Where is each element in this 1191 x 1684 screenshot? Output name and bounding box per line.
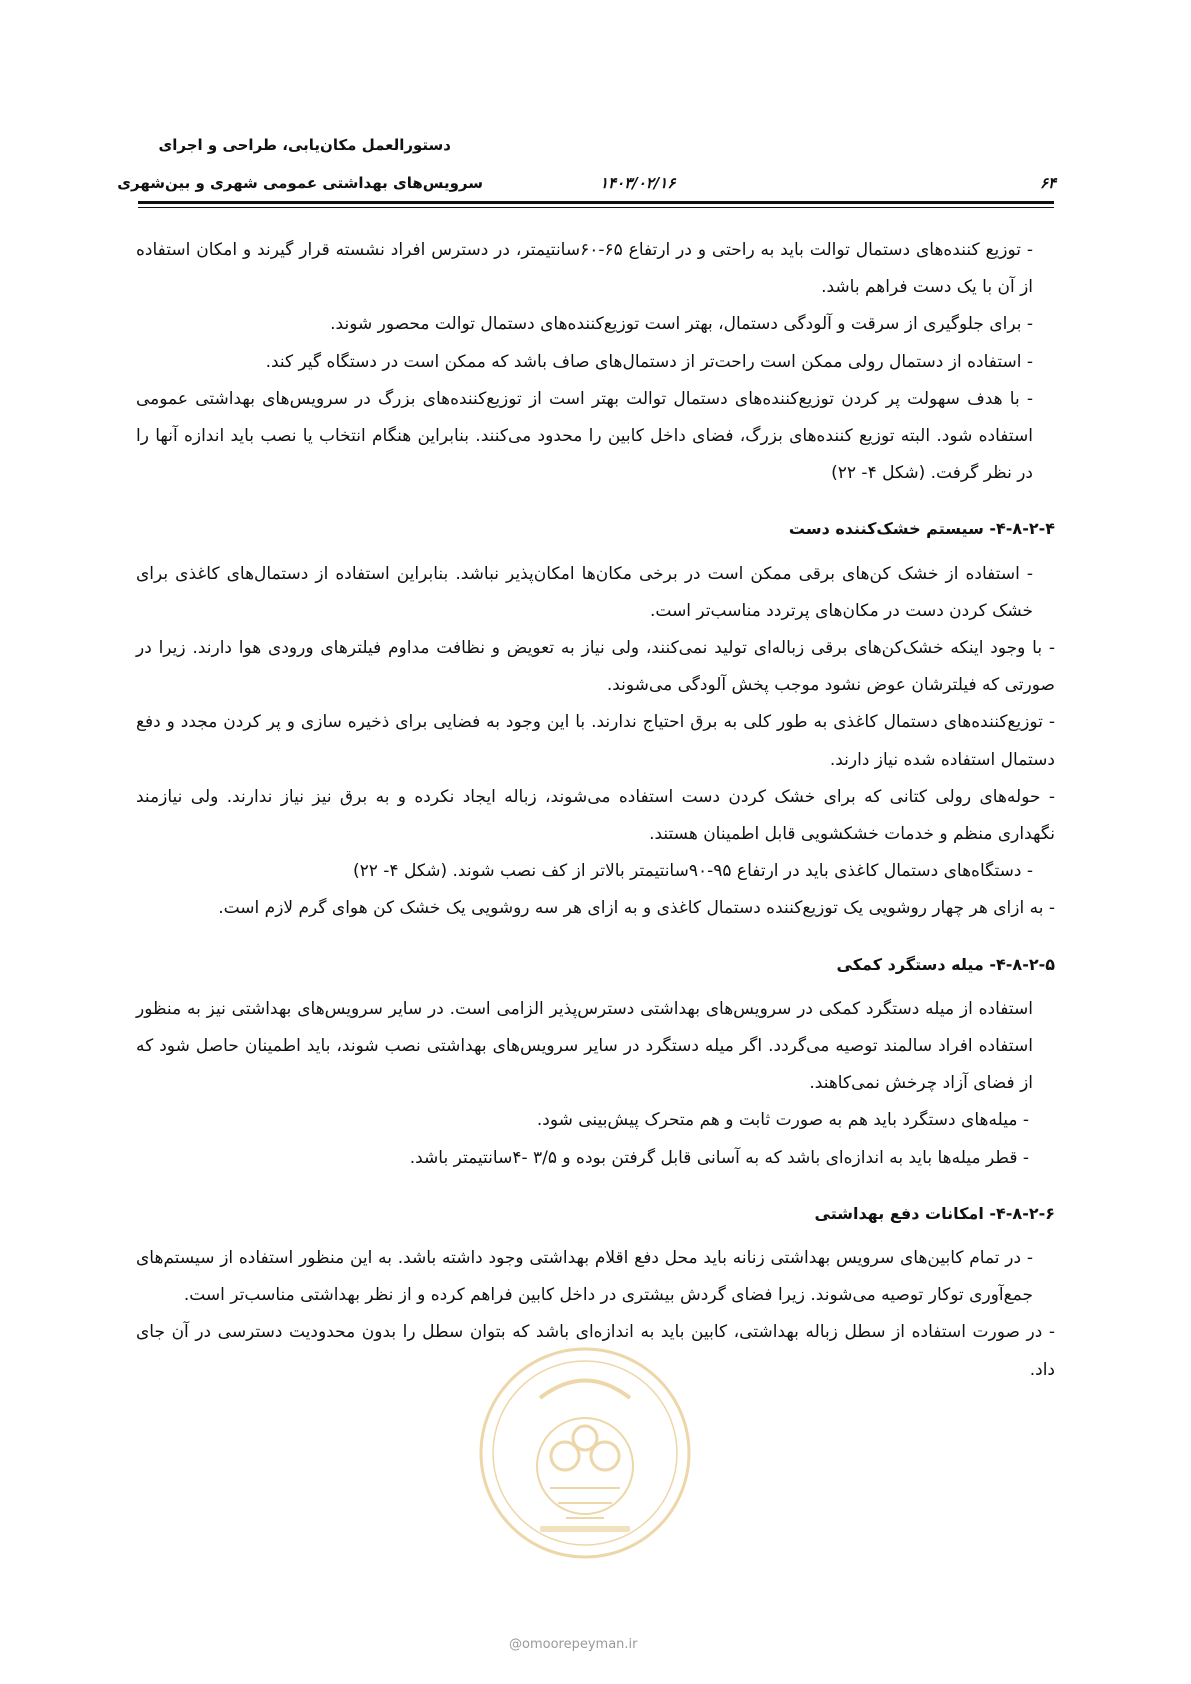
section-heading: ۴-۸-۲-۴- سیستم خشک‌کننده دست <box>788 519 1055 539</box>
paragraph: - استفاده از دستمال رولی ممکن است راحت‌تر از دستمال‌های صاف باشد که ممکن است در دستگاه گیر کند. <box>265 351 1033 372</box>
paragraph: - قطر میله‌ها باید به اندازه‌ای باشد که به آسانی قابل گرفتن بوده و ۳/۵ -۴سانتیمتر باشد. <box>409 1147 1029 1168</box>
body-content <box>136 232 1055 1389</box>
header-title-line1: دستورالعمل مکان‌یابی، طراحی و اجرای <box>158 136 451 154</box>
paragraph: - حوله‌های رولی کتانی که برای خشک کردن دست استفاده می‌شوند، زباله ایجاد نکرده و به برق نیز نیاز ندارند. ولی نیازمند نگهداری منظم و خدمات خشکشویی قابل اطمینان هستند. <box>136 786 1055 845</box>
paragraph: استفاده از میله دستگرد کمکی در سرویس‌های بهداشتی دسترس‌پذیر الزامی است. در سایر سرویس‌های بهداشتی نیز به منظور استفاده افراد سالمند توصیه می‌گردد. اگر میله دستگرد در سایر سرویس‌های بهداشتی نصب شوند، باید اطمینان حاصل شود که از فضای آزاد چرخش نمی‌کاهند. <box>136 998 1033 1094</box>
section-heading: ۴-۸-۲-۶- امکانات دفع بهداشتی <box>814 1203 1055 1223</box>
paragraph: - با وجود اینکه خشک‌کن‌های برقی زباله‌ای تولید نمی‌کنند، ولی نیاز به تعویض و نظافت مداوم فیلترهای ورودی هوا دارند. زیرا در صورتی که فیلترشان عوض نشود موجب پخش آلودگی می‌شوند. <box>136 638 1055 696</box>
watermark-site: @omoorepeyman.ir <box>509 1637 638 1652</box>
paragraph: - در صورت استفاده از سطل زباله بهداشتی، کابین باید به اندازه‌ای باشد که بتوان سطل را بدون محدودیت دسترسی در آن جای داد. <box>136 1322 1055 1380</box>
header-rule-thin <box>138 207 1054 208</box>
section-heading: ۴-۸-۲-۵- میله دستگرد کمکی <box>836 954 1055 974</box>
paragraph: - استفاده از خشک کن‌های برقی ممکن است در برخی مکان‌ها امکان‌پذیر نباشد. بنابراین استفاده از دستمال‌های کاغذی برای خشک کردن دست در مکان‌های پرتردد مناسب‌تر است. <box>136 563 1033 621</box>
header-title-line2: سرویس‌های بهداشتی عمومی شهری و بین‌شهری <box>117 174 483 192</box>
paragraph: - توزیع‌کننده‌های دستمال کاغذی به طور کلی به برق احتیاج ندارند. با این وجود به فضایی برای ذخیره سازی و پر کردن مجدد و دفع دستمال استفاده شده نیاز دارند. <box>136 712 1055 770</box>
header-rule-thick <box>138 201 1054 204</box>
paragraph: - با هدف سهولت پر کردن توزیع‌کننده‌های دستمال توالت بهتر است از توزیع‌کننده‌های بزرگ در سرویس‌های بهداشتی عمومی استفاده شود. البته توزیع کننده‌های بزرگ، فضای داخل کابین را محدود می‌کنند. بنابراین هنگام انتخاب یا نصب باید اندازه آنها را در نظر گرفت. (شکل ۴- ۲۲) <box>136 388 1033 484</box>
paragraph: - دستگاه‌های دستمال کاغذی باید در ارتفاع ۹۵-۹۰سانتیمتر بالاتر از کف نصب شوند. (شکل ۴- ۲۲) <box>352 861 1033 882</box>
paragraph: - توزیع کننده‌های دستمال توالت باید به راحتی و در ارتفاع ۶۵-۶۰سانتیمتر، در دسترس افراد نشسته قرار گیرند و امکان استفاده از آن با یک دست فراهم باشد. <box>136 240 1034 298</box>
paragraph: - برای جلوگیری از سرقت و آلودگی دستمال، بهتر است توزیع‌کننده‌های دستمال توالت محصور شوند. <box>330 314 1033 335</box>
paragraph: - میله‌های دستگرد باید هم به صورت ثابت و هم متحرک پیش‌بینی شود. <box>536 1110 1029 1131</box>
header-date: ۱۴۰۳/۰۲/۱۶ <box>600 174 676 192</box>
paragraph: - به ازای هر چهار روشویی یک توزیع‌کننده دستمال کاغذی و به ازای هر سه روشویی یک خشک کن هوای گرم لازم است. <box>218 898 1055 919</box>
page-number: ۶۴ <box>1040 174 1057 192</box>
paragraph: - در تمام کابین‌های سرویس بهداشتی زنانه باید محل دفع اقلام بهداشتی وجود داشته باشد. به این منظور استفاده از سیستم‌های جمع‌آوری توکار توصیه می‌شوند. زیرا فضای گردش بیشتری در داخل کابین فراهم کرده و از نظر بهداشتی مناسب‌تر است. <box>136 1248 1033 1306</box>
